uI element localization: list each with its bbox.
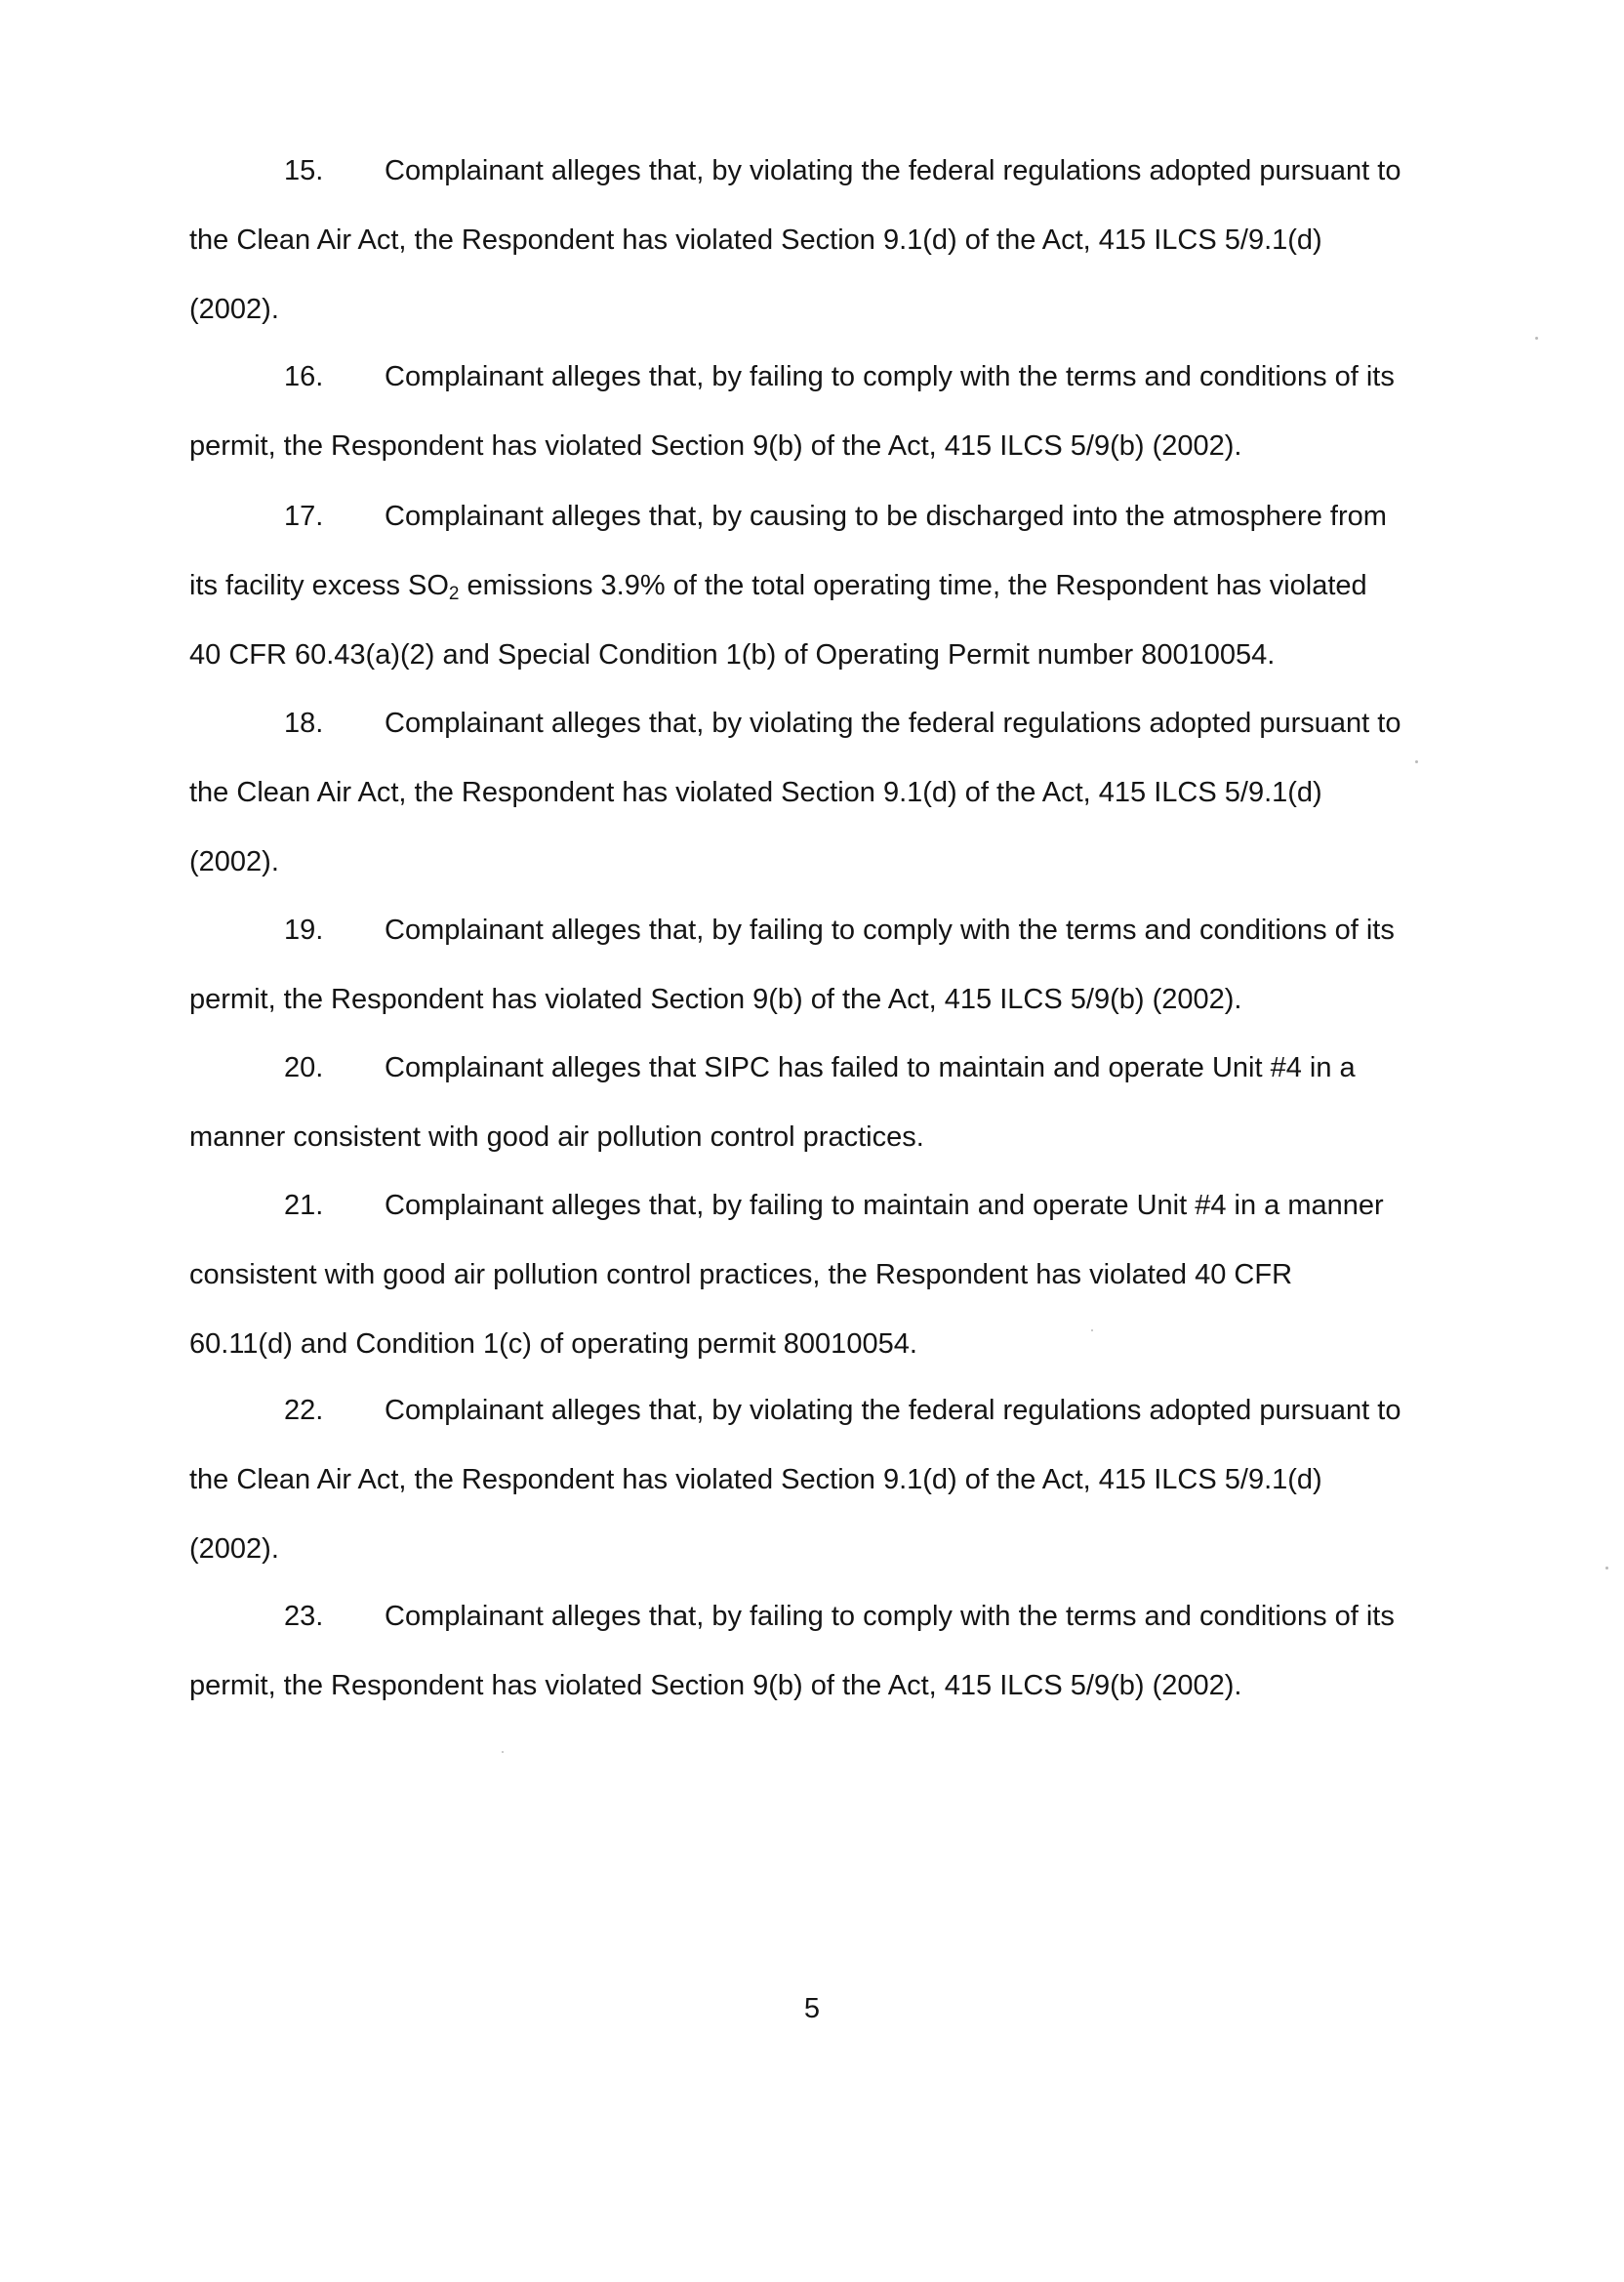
paragraph-text: its facility excess SO (189, 570, 449, 601)
paragraph-line: the Clean Air Act, the Respondent has violated Section 9.1(d) of the Act, 415 ILCS 5/9.1(d) (189, 1464, 1322, 1495)
paragraph-text: Complainant alleges that, by failing to comply with the terms and conditions of its (385, 1601, 1395, 1632)
paragraph-23 (189, 1582, 1487, 1721)
paragraph-line: permit, the Respondent has violated Section 9(b) of the Act, 415 ILCS 5/9(b) (2002). (189, 984, 1242, 1015)
paragraph-22 (189, 1376, 1487, 1584)
paragraph-text: Complainant alleges that SIPC has failed to maintain and operate Unit #4 in a (385, 1052, 1356, 1083)
paragraph-text: emissions 3.9% of the total operating time, the Respondent has violated (459, 570, 1367, 601)
paragraph-text: Complainant alleges that, by violating the federal regulations adopted pursuant to (385, 155, 1401, 186)
paragraph-line (189, 1034, 1487, 1103)
paragraph-21 (189, 1171, 1487, 1379)
paragraph-line: the Clean Air Act, the Respondent has violated Section 9.1(d) of the Act, 415 ILCS 5/9.1(d) (189, 224, 1322, 256)
paragraph-number: 23. (284, 1601, 324, 1632)
paragraph-text: Complainant alleges that, by failing to comply with the terms and conditions of its (385, 361, 1395, 392)
paragraph-19 (189, 896, 1487, 1035)
paragraph-text: Complainant alleges that, by failing to maintain and operate Unit #4 in a manner (385, 1190, 1384, 1221)
paragraph-number: 21. (284, 1190, 324, 1221)
paragraph-number: 17. (284, 501, 324, 532)
paragraph-line: consistent with good air pollution control practices, the Respondent has violated 40 CFR (189, 1259, 1293, 1290)
paragraph-line (189, 896, 1487, 965)
paragraph-number: 18. (284, 708, 324, 739)
paragraph-20 (189, 1034, 1487, 1172)
paragraph-18 (189, 689, 1487, 897)
paragraph-line (189, 137, 1487, 206)
scan-speck (502, 1751, 504, 1753)
paragraph-text: Complainant alleges that, by failing to comply with the terms and conditions of its (385, 915, 1395, 946)
paragraph-number: 22. (284, 1395, 324, 1426)
paragraph-line (189, 343, 1487, 412)
paragraph-line: manner consistent with good air pollution control practices. (189, 1121, 924, 1153)
paragraph-line: the Clean Air Act, the Respondent has violated Section 9.1(d) of the Act, 415 ILCS 5/9.1(d) (189, 777, 1322, 808)
paragraph-line (189, 551, 1487, 621)
paragraph-17 (189, 482, 1487, 690)
scan-speck (1605, 1567, 1608, 1569)
paragraph-line (189, 1376, 1487, 1446)
paragraph-16 (189, 343, 1487, 481)
paragraph-line: 40 CFR 60.43(a)(2) and Special Condition 1(b) of Operating Permit number 80010054. (189, 639, 1276, 671)
paragraph-line: (2002). (189, 294, 279, 325)
scan-speck (1535, 337, 1538, 340)
so2-subscript: 2 (448, 584, 460, 604)
scan-speck (1415, 760, 1418, 763)
paragraph-line: (2002). (189, 846, 279, 877)
paragraph-line (189, 689, 1487, 758)
paragraph-line (189, 1171, 1487, 1241)
paragraph-line: 60.11(d) and Condition 1(c) of operating permit 80010054. (189, 1328, 917, 1360)
paragraph-text: Complainant alleges that, by violating the federal regulations adopted pursuant to (385, 1395, 1401, 1426)
paragraph-number: 20. (284, 1052, 324, 1083)
paragraph-number: 16. (284, 361, 324, 392)
page-number: 5 (803, 1993, 821, 2024)
paragraph-line (189, 1582, 1487, 1651)
scan-speck (1091, 1329, 1093, 1331)
paragraph-line: (2002). (189, 1533, 279, 1565)
paragraph-number: 19. (284, 915, 324, 946)
paragraph-number: 15. (284, 155, 324, 186)
paragraph-text: Complainant alleges that, by violating the federal regulations adopted pursuant to (385, 708, 1401, 739)
paragraph-line: permit, the Respondent has violated Section 9(b) of the Act, 415 ILCS 5/9(b) (2002). (189, 430, 1242, 462)
paragraph-line (189, 482, 1487, 551)
paragraph-line: permit, the Respondent has violated Section 9(b) of the Act, 415 ILCS 5/9(b) (2002). (189, 1670, 1242, 1701)
paragraph-text: Complainant alleges that, by causing to be discharged into the atmosphere from (385, 501, 1387, 532)
paragraph-15 (189, 137, 1487, 345)
